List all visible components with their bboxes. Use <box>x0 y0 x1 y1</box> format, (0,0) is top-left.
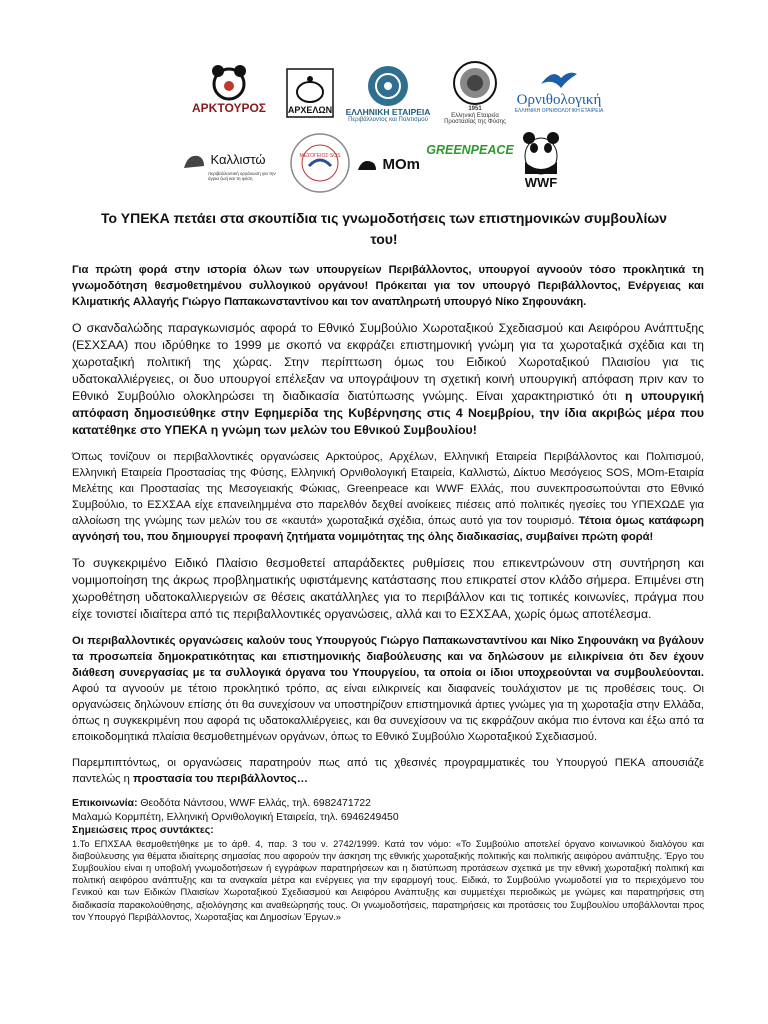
eepf-logo <box>440 60 510 126</box>
logo-strip <box>0 60 768 200</box>
ornithologiki-name: Ορνιθολογική <box>516 92 602 108</box>
panda-icon <box>519 128 563 176</box>
paragraph-closing-text: Παρεμπιπτόντως, οι οργανώσεις παρατηρούν πως από τις χθεσινές προγραμματικές του Υπουργού ΠΕΚΑ απουσιάζε παντελώς η <box>72 757 704 785</box>
ellet-name: ΕΛΛΗΝΙΚΗ ΕΤΑΙΡΕΙΑ <box>345 107 431 117</box>
paragraph-closing-emphasis: προστασία του περιβάλλοντος… <box>133 773 308 785</box>
paragraph-call-text: Αφού τα αγνοούν με τέτοιο προκλητικό τρόπο, ας είναι ειλικρινείς και διαφανείς τουλάχιστον με τις προθέσεις τους. Οι οργανώσεις δηλώνουν επίσης ότι θα συνεχίσουν να υποστηρίζουν επιστημονικά άρτιες γνώμες για τη χωροταξία στην Ελλάδα, όπως η συγκεκριμένη που αφορά τις υδατοκαλλιέργειες, και θα συνεχίσουν να τις εκφράζουν ακόμα πιο έντονα και έξω από τα εποικοδομητικά πλαίσια θεσμοθετημένων οργάνων, όπως το Εθνικό Συμβούλιο Χωροταξικού Σχεδιασμού. <box>72 683 704 743</box>
wwf-name: WWF <box>524 175 558 190</box>
kallisto-bear-icon <box>182 148 206 172</box>
ellet-emblem-icon <box>366 64 410 108</box>
bear-icon <box>206 62 252 102</box>
paragraph-closing <box>72 755 704 787</box>
bird-icon <box>539 66 579 92</box>
ellet-subtitle: Περιβάλλοντος και Πολιτισμού <box>348 117 428 124</box>
paragraph-organizations-text: Όπως τονίζουν οι περιβαλλοντικές οργανώσεις Αρκτούρος, Αρχέλων, Ελληνική Εταιρεία Περιβάλλοντος και Πολιτισμού, Ελληνική Εταιρεία Προστασίας της Φύσης, Ελληνική Ορνιθολογική Εταιρεία, Καλλιστώ, Δίκτυο Μεσόγειος SOS, MOm-Εταιρία Μελέτης και Προστασίας της Μεσογειακής Φώκιας, Greenpeace και WWF Ελλάς, που συνεκπροσωπούνται στο Εθνικό Συμβούλιο, το ΕΣΧΣΑΑ είχε επανειλημμένα στο παρελθόν δεχθεί ανοίκειες πιέσεις από πολιτικές ηγεσίες του ΥΠΕΧΩΔΕ για αλλοίωση της γνώμης των μελών του σε «καυτά» χωροταξικά σχέδια, όπως αυτό για τον τουρισμό. <box>72 451 704 527</box>
contact-line-1 <box>72 797 704 811</box>
mesogeios-sos-emblem-icon <box>289 132 351 194</box>
paragraph-council-emphasis: η υπουργική απόφαση δημοσιεύθηκε στην Εφημερίδα της Κυβέρνησης στις 4 Νοεμβρίου, την ίδια ακριβώς μέρα που κατατέθηκε στο ΥΠΕΚΑ η γνώμη των μελών του Εθνικού Συμβουλίου! <box>72 389 704 437</box>
page-title: Το ΥΠΕΚΑ πετάει στα σκουπίδια τις γνωμοδοτήσεις των επιστημονικών συμβουλίων του! <box>101 210 667 247</box>
kallisto-logo <box>182 148 282 182</box>
eepf-seal-icon <box>452 60 498 106</box>
paragraph-call <box>72 633 704 745</box>
contacts-block <box>72 797 704 838</box>
ornithologiki-subtitle: ΕΛΛΗΝΙΚΗ ΟΡΝΙΘΟΛΟΓΙΚΗ ΕΤΑΙΡΕΙΑ <box>514 107 604 114</box>
note-1: 1.Το ΕΠΧΣΑΑ θεσμοθετήθηκε με το άρθ. 4, παρ. 3 του ν. 2742/1999. Κατά τον νόμο: «Το Συμβούλιο αποτελεί όργανο κοινωνικού διαλόγου και διαβούλευσης για θέματα ιδιαίτερης σημασίας που αφορούν την άσκηση της εθνικής χωροταξικής πολιτικής και πολιτικής αειφόρου ανάπτυξης. Έργο του Συμβουλίου είναι η υποβολή γνωμοδοτήσεων ή εγγράφων παρατηρήσεων και η διατύπωση προτάσεων σχετικά με την εθνική χωροταξική πολιτική και πολιτική αειφόρου ανάπτυξης και τα αναγκαία μέτρα και ενέργειες για την εφαρμογή τους. Ειδικά, το Συμβούλιο γνωμοδοτεί για το περιεχόμενο του Γενικού και των Ειδικών Πλαισίων Χωροταξικού Σχεδιασμού και Αειφόρου Ανάπτυξης και συμμετέχει περιοδικώς με γνώμες και παρατηρήσεις στη διαδικασία παρακολούθησης, αξιολόγησης και αναθεώρησής τους. Οι γνωμοδοτήσεις, παρατηρήσεις και προτάσεις του Συμβουλίου υποβάλλονται προς τον Υπουργό Περιβάλλοντος, Χωροταξίας και Δημοσίων Έργων.» <box>72 838 704 922</box>
contact-line-2: Μαλαμώ Κορμπέτη, Ελληνική Ορνιθολογική Εταιρεία, τηλ. 6946249450 <box>72 811 399 823</box>
greenpeace-logo <box>424 144 516 158</box>
mom-logo <box>356 156 420 174</box>
ornithologiki-logo <box>514 66 604 114</box>
eepf-subtitle: Ελληνική Εταιρεία Προστασίας της Φύσης <box>444 112 506 126</box>
contact-label: Επικοινωνία: <box>72 798 138 809</box>
mom-name: MOm <box>382 155 420 173</box>
paragraph-council <box>72 320 704 439</box>
paragraph-organizations <box>72 449 704 545</box>
archelon-logo <box>284 68 336 116</box>
eepf-year: 1951 <box>468 106 482 112</box>
greenpeace-name: GREENPEACE <box>426 143 514 157</box>
paragraph-call-emphasis: Οι περιβαλλοντικές οργανώσεις καλούν τους Υπουργούς Γιώργο Παπακωνσταντίνου και Νίκο Σηφουνάκη να βγάλουν τα προσωπεία δημοκρατικότητας και επιστημονικής διαβούλευσης και να δηλώσουν με ειλικρίνεια ότι δεν έχουν διάθεση συνεργασίας με τα συλλογικά όργανα του Υπουργείου, τα οποία οι ίδιοι υποχρεούνται να συμβουλεύονται. <box>72 635 704 679</box>
mesogeios-sos-logo <box>288 132 352 160</box>
mesogeios-sos-name: ΜΕΣΟΓΕΙΟΣ SOS <box>299 153 341 159</box>
archelon-name: ΑΡΧΕΛΩΝ <box>287 105 333 115</box>
paragraph-council-text: Ο σκανδαλώδης παραγκωνισμός αφορά το Εθνικό Συμβούλιο Χωροταξικού Σχεδιασμού και Αειφόρου Ανάπτυξης (ΕΣΧΣΑΑ) που ιδρύθηκε το 1999 με σκοπό να εκφράζει επιστημονική γνώμη για τα χωροταξικά σχέδια και τη χωροταξική πολιτική της χώρας. Στην περίπτωση όμως του Ειδικού Χωροταξικού Πλαισίου για τις υδατοκαλλιέργειες, οι δυο υπουργοί επέλεξαν να υπογράψουν τη σχετική κοινή υπουργική απόφαση πριν καν το Εθνικό Συμβούλιο ολοκληρώσει τη διαδικασία διατύπωσης γνώμης. Είναι χαρακτηριστικό ότι <box>72 321 704 403</box>
paragraph-organizations-emphasis: Τέτοια όμως κατάφωρη αγνόησή του, που δημιουργεί προφανή ζητήματα νομιμότητας της όλης διαδικασίας, συμβαίνει πρώτη φορά! <box>72 515 705 543</box>
arktouros-name: ΑΡΚΤΟΥΡΟΣ <box>192 101 266 115</box>
wwf-logo <box>516 128 566 190</box>
ellet-logo <box>340 64 436 124</box>
paragraph-intro: Για πρώτη φορά στην ιστορία όλων των υπουργείων Περιβάλλοντος, υπουργοί αγνοούν τόσο προκλητικά τη γνωμοδότηση θεσμοθετημένου συλλογικού οργάνου! Πρόκειται για τον υπουργό Περιβάλλοντος, Ενέργειας και Κλιματικής Αλλαγής Γιώργο Παπακωνσταντίνου και τον αναπληρωτή υπουργό Νίκο Σηφουνάκη. <box>72 264 704 308</box>
document-body <box>72 262 704 923</box>
kallisto-name: Καλλιστώ <box>210 151 266 167</box>
paragraph-framework: Το συγκεκριμένο Ειδικό Πλαίσιο θεσμοθετεί απαράδεκτες ρυθμίσεις που επικεντρώνουν στη συντήρηση και νομιμοποίηση της άκρως προβληματικής υφιστάμενης κατάστασης που επικρατεί στον κλάδο σήμερα. Επιμένει στη χωροθέτηση υδατοκαλλιεργειών σε θέσεις ακατάλληλες για το περιβάλλον και τις τοπικές κοινωνίες, πράγμα που είχε τονιστεί ιδιαίτερα από τις περιβαλλοντικές οργανώσεις, αλλά και το ΕΣΧΣΑΑ, χωρίς όμως αποτέλεσμα. <box>72 556 704 621</box>
contact-1: Θεοδότα Νάντσου, WWF Ελλάς, τηλ. 6982471722 <box>137 798 371 809</box>
notes-label: Σημειώσεις προς συντάκτες: <box>72 825 214 836</box>
kallisto-subtitle: περιβαλλοντική οργάνωση για την άγρια ζωή και τη φύση <box>208 171 276 181</box>
seal-icon <box>356 156 378 174</box>
arktouros-logo <box>184 62 274 115</box>
